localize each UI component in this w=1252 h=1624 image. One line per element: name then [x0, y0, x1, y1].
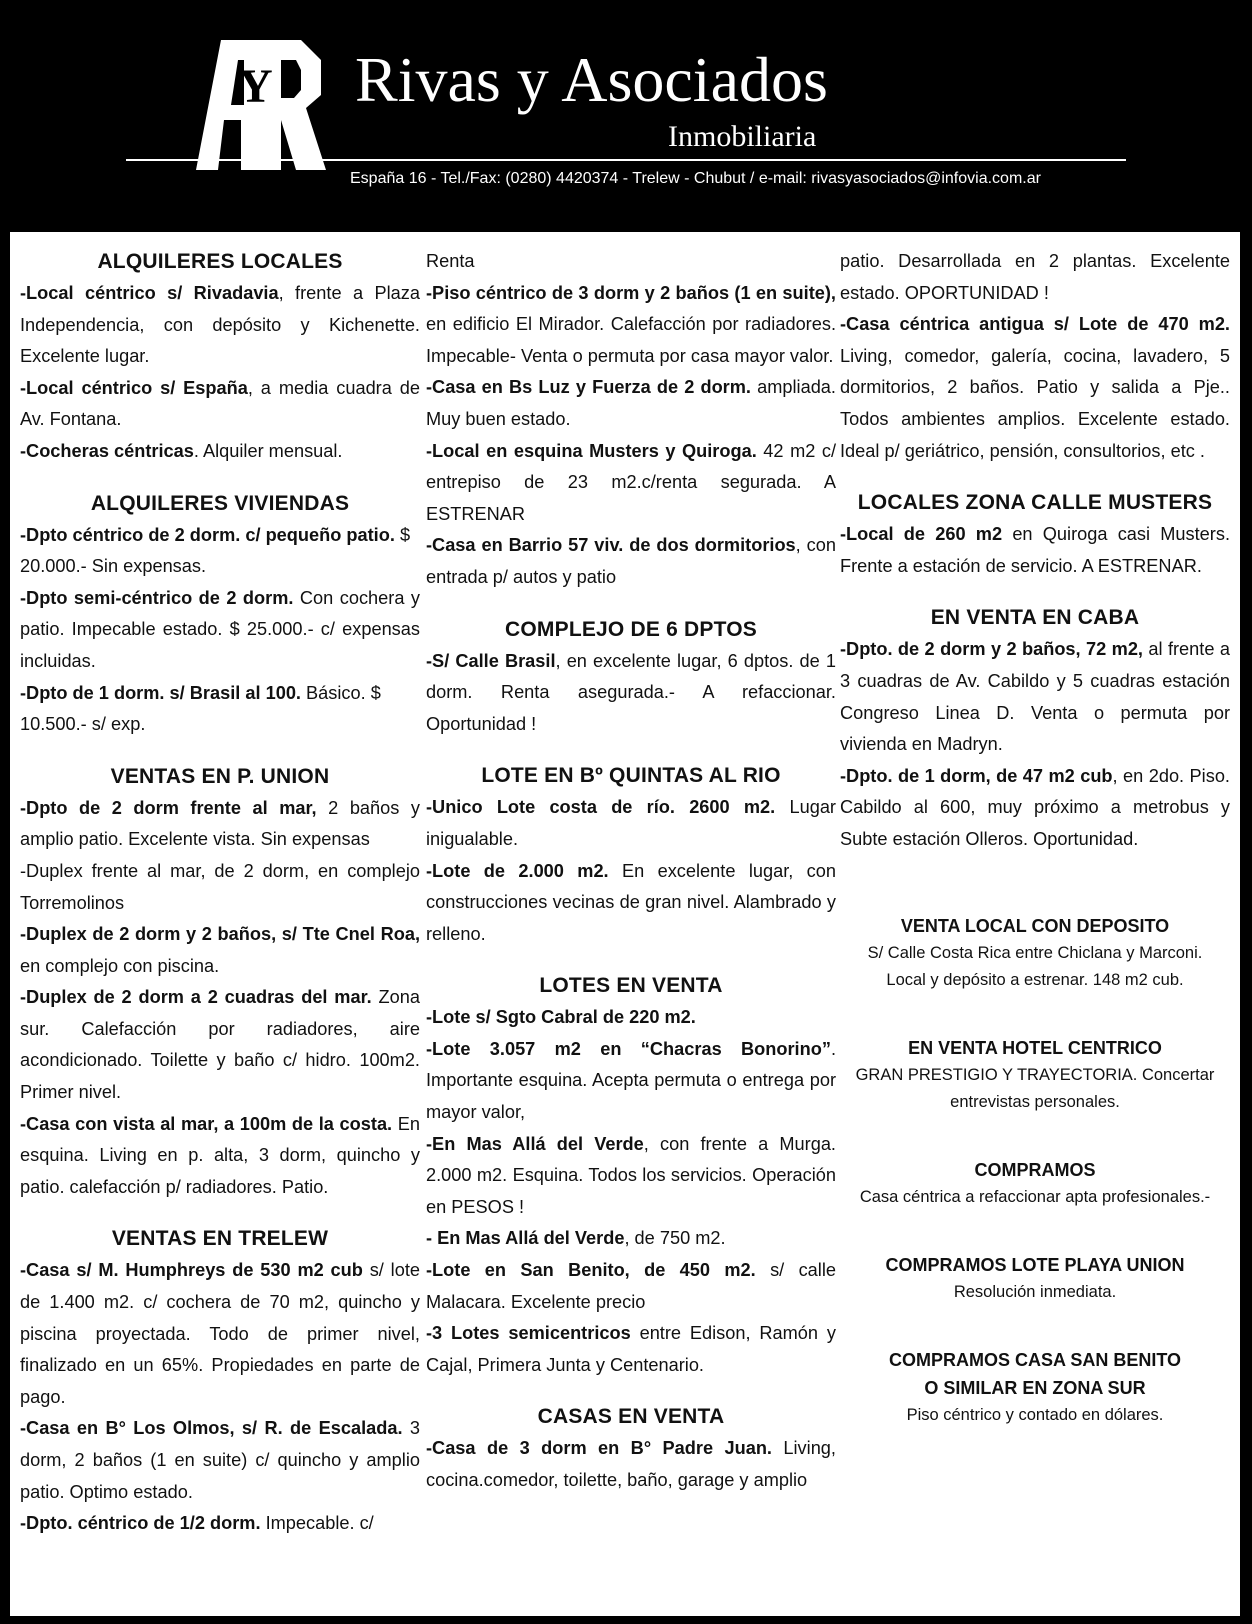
- listing-item: -Duplex de 2 dorm y 2 baños, s/ Tte Cnel Roa, en complejo con piscina.: [20, 924, 420, 976]
- brand-subtitle: Inmobiliaria: [668, 120, 817, 153]
- brand-name: Rivas y Asociados: [355, 44, 828, 115]
- notice-title: VENTA LOCAL CON DEPOSITO: [900, 915, 1170, 936]
- contact-line: España 16 - Tel./Fax: (0280) 4420374 - Trelew - Chubut / e-mail: rivasyasociados@infovia.com.ar: [350, 170, 1041, 187]
- section-title: EN VENTA EN CABA: [930, 606, 1140, 630]
- listing-item: -En Mas Allá del Verde, con frente a Murga. 2.000 m2. Esquina. Todos los servicios. Operación en PESOS !: [426, 1133, 836, 1217]
- listing-item: -Casa en Barrio 57 viv. de dos dormitorios, con entrada p/ autos y patio: [426, 535, 836, 587]
- section-title: LOCALES ZONA CALLE MUSTERS: [857, 491, 1213, 515]
- notice-line: Local y depósito a estrenar. 148 m2 cub.: [886, 970, 1184, 989]
- notice-box: [840, 1346, 1230, 1429]
- listing-item: -Casa con vista al mar, a 100m de la costa. En esquina. Living en p. alta, 3 dorm, quincho y patio. calefacción p/ radiadores. Patio.: [20, 1113, 420, 1197]
- listing-item: -Duplex frente al mar, de 2 dorm, en complejo Torremolinos: [20, 860, 420, 913]
- section-title: ALQUILERES LOCALES: [97, 250, 343, 273]
- notice-title: COMPRAMOS CASA SAN BENITO: [888, 1349, 1182, 1370]
- column-2: [426, 246, 836, 1497]
- section-title: ALQUILERES VIVIENDAS: [90, 491, 350, 515]
- listing-item: -Dpto semi-céntrico de 2 dorm. Con cochera y patio. Impecable estado. $ 25.000.- c/ expensas incluidas.: [20, 587, 421, 671]
- listing-item: patio. Desarrollada en 2 plantas. Excelente estado. OPORTUNIDAD !: [840, 251, 1230, 303]
- listing-item: -Local en esquina Musters y Quiroga. 42 m2 c/ entrepiso de 23 m2.c/renta segurada. A ESTRENAR: [426, 440, 837, 524]
- listing-item: -Dpto de 1 dorm. s/ Brasil al 100. Básico. $ 10.500.- s/ exp.: [20, 682, 381, 735]
- section-title: LOTE EN Bº QUINTAS AL RIO: [481, 764, 781, 788]
- section-title: LOTES EN VENTA: [539, 974, 723, 998]
- header-banner: [0, 0, 1252, 232]
- notice-box: [840, 1156, 1230, 1211]
- listing-item: -Lote en San Benito, de 450 m2. s/ calle Malacara. Excelente precio: [426, 1260, 836, 1312]
- notice-box: [840, 1034, 1230, 1116]
- listing-item: -Cocheras céntricas. Alquiler mensual.: [20, 440, 343, 461]
- notice-line: GRAN PRESTIGIO Y TRAYECTORIA. Concertar: [855, 1065, 1215, 1084]
- notice-title: COMPRAMOS LOTE PLAYA UNION: [885, 1254, 1185, 1275]
- listing-item: -Lote 3.057 m2 en “Chacras Bonorino”. Importante esquina. Acepta permuta o entrega por mayor valor,: [426, 1038, 836, 1123]
- column-3: [840, 246, 1230, 1429]
- notice-line: Piso céntrico y contado en dólares.: [906, 1405, 1164, 1424]
- section-title: CASAS EN VENTA: [537, 1405, 725, 1429]
- section-title: VENTAS EN TRELEW: [111, 1227, 329, 1251]
- listing-item: -Lote s/ Sgto Cabral de 220 m2.: [426, 1007, 696, 1028]
- listing-item: -Dpto de 2 dorm frente al mar, 2 baños y amplio patio. Excelente vista. Sin expensas: [20, 797, 420, 850]
- listing-item: -Casa céntrica antigua s/ Lote de 470 m2. Living, comedor, galería, cocina, lavadero, 5 dormitorios, 2 baños. Patio y salida a Pje.. Todos ambientes amplios. Excelente estado. Ideal p/ geriátrico, pensión, consultorios, etc .: [840, 314, 1230, 461]
- listing-item: -Duplex de 2 dorm a 2 cuadras del mar. Zona sur. Calefacción por radiadores, aire acondicionado. Toilette y baño c/ hidro. 100m2. Primer nivel.: [20, 987, 420, 1103]
- notice-line: Casa céntrica a refaccionar apta profesionales.-: [859, 1187, 1211, 1206]
- listing-item: -Dpto. céntrico de 1/2 dorm. Impecable. c/: [20, 1513, 374, 1534]
- notice-line: Resolución inmediata.: [953, 1282, 1117, 1301]
- listing-item: -Local céntrico s/ España, a media cuadra de Av. Fontana.: [20, 377, 420, 430]
- notice-line: S/ Calle Costa Rica entre Chiclana y Marconi.: [867, 943, 1203, 962]
- listing-item: -S/ Calle Brasil, en excelente lugar, 6 dptos. de 1 dorm. Renta asegurada.- A refaccionar. Oportunidad !: [426, 650, 836, 734]
- listing-item: -Casa s/ M. Humphreys de 530 m2 cub s/ lote de 1.400 m2. c/ cochera de 70 m2, quincho y piscina proyectada. Todo de primer nivel, finalizado en un 65%. Propiedades en parte de pago.: [20, 1260, 420, 1407]
- listing-item: -Casa en B° Los Olmos, s/ R. de Escalada. 3 dorm, 2 baños (1 en suite) c/ quincho y amplio patio. Optimo estado.: [20, 1418, 420, 1502]
- notice-box: [840, 1251, 1230, 1306]
- section-title: COMPLEJO DE 6 DPTOS: [505, 617, 757, 641]
- listing-item: -Local de 260 m2 en Quiroga casi Musters. Frente a estación de servicio. A ESTRENAR.: [840, 524, 1230, 576]
- listing-item: -Local céntrico s/ Rivadavia, frente a Plaza Independencia, con depósito y Kichenette. Excelente lugar.: [20, 283, 420, 367]
- svg-text:Y: Y: [238, 60, 273, 113]
- section-title: VENTAS EN P. UNION: [110, 764, 330, 788]
- listing-item: -Lote de 2.000 m2. En excelente lugar, con construcciones vecinas de gran nivel. Alambrado y relleno.: [426, 860, 836, 944]
- column-1: [20, 246, 420, 1540]
- notice-title: EN VENTA HOTEL CENTRICO: [908, 1037, 1162, 1058]
- listings-page: [10, 232, 1240, 1616]
- listing-item: -Casa de 3 dorm en B° Padre Juan. Living, cocina.comedor, toilette, baño, garage y amplio: [426, 1438, 836, 1490]
- listing-item: -Piso céntrico de 3 dorm y 2 baños (1 en suite), en edificio El Mirador. Calefacción por radiadores. Impecable- Venta o permuta por casa mayor valor.: [426, 282, 836, 366]
- notice-title: O SIMILAR EN ZONA SUR: [924, 1377, 1146, 1398]
- notice-box: [840, 912, 1230, 994]
- listing-item: - En Mas Allá del Verde, de 750 m2.: [426, 1228, 726, 1249]
- listing-item: -Dpto. de 2 dorm y 2 baños, 72 m2, al frente a 3 cuadras de Av. Cabildo y 5 cuadras estación Congreso Linea D. Venta o permuta por vivienda en Madryn.: [840, 639, 1230, 755]
- listing-item: -Casa en Bs Luz y Fuerza de 2 dorm. ampliada. Muy buen estado.: [426, 377, 836, 429]
- logo-icon: [186, 30, 336, 180]
- listing-item: Renta: [426, 251, 475, 271]
- notice-title: COMPRAMOS: [974, 1159, 1096, 1180]
- listing-item: -3 Lotes semicentricos entre Edison, Ramón y Cajal, Primera Junta y Centenario.: [426, 1323, 836, 1375]
- listing-item: -Dpto. de 1 dorm, de 47 m2 cub, en 2do. Piso. Cabildo al 600, muy próximo a metrobus y Subte estación Olleros. Oportunidad.: [840, 765, 1230, 849]
- header-divider: [126, 159, 1126, 161]
- listing-item: -Unico Lote costa de río. 2600 m2. Lugar inigualable.: [426, 797, 836, 849]
- notice-line: entrevistas personales.: [950, 1092, 1120, 1111]
- listing-item: -Dpto céntrico de 2 dorm. c/ pequeño patio. $ 20.000.- Sin expensas.: [20, 524, 411, 577]
